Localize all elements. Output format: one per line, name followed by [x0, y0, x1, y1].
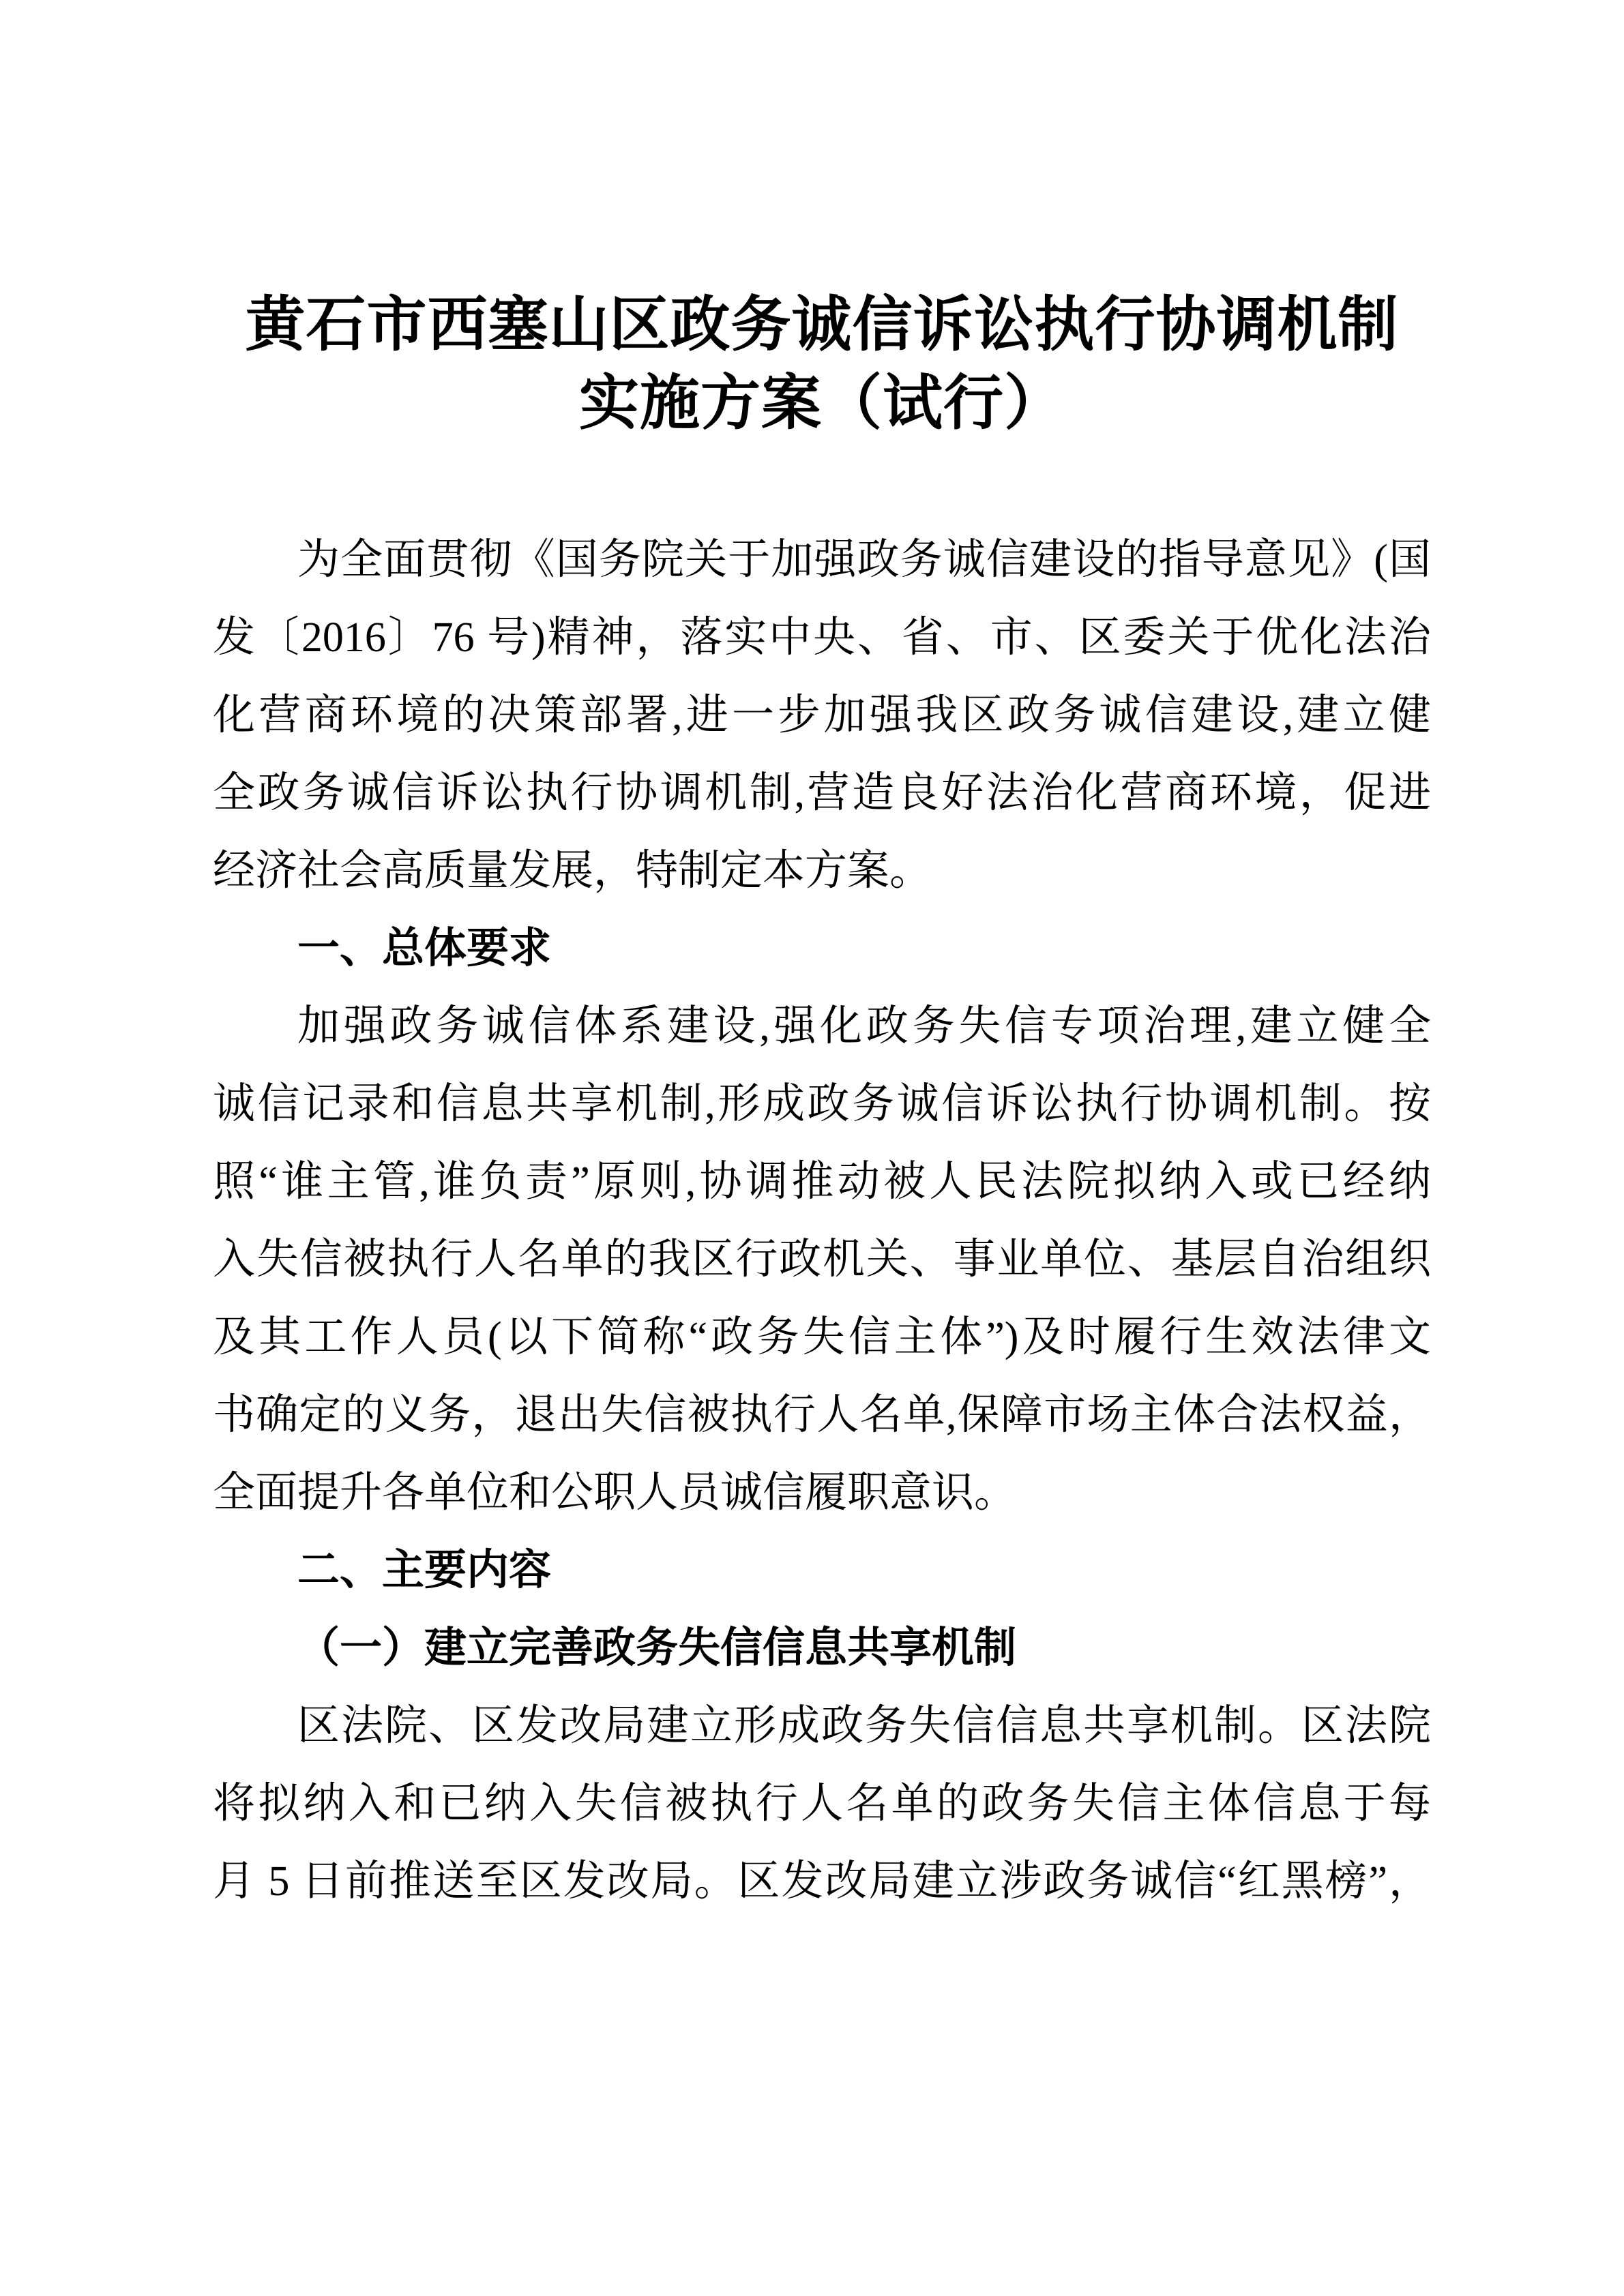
- paragraph-1-line-3: 化营商环境的决策部署,进一步加强我区政务诚信建设,建立健: [213, 692, 1431, 739]
- sub-heading-1: （一）建立完善政务失信信息共享机制: [297, 1625, 1017, 1671]
- paragraph-1-line-4: 全政务诚信诉讼执行协调机制,营造良好法治化营商环境，促进: [213, 770, 1431, 816]
- section-heading-1: 一、总体要求: [297, 925, 552, 972]
- paragraph-3-line-2: 将拟纳入和已纳入失信被执行人名单的政务失信主体信息于每: [213, 1780, 1431, 1827]
- title-line-2: 实施方案（试行）: [578, 369, 1065, 436]
- document-body: [213, 521, 1431, 1920]
- paragraph-2-line-6: 书确定的义务，退出失信被执行人名单,保障市场主体合法权益，: [213, 1392, 1431, 1438]
- document-title: [213, 285, 1431, 442]
- paragraph-2-line-1: 加强政务诚信体系建设,强化政务失信专项治理,建立健全: [297, 1003, 1431, 1049]
- section-heading-2: 二、主要内容: [297, 1547, 552, 1594]
- paragraph-2-line-2: 诚信记录和信息共享机制,形成政务诚信诉讼执行协调机制。按: [213, 1081, 1431, 1127]
- paragraph-3-line-3: 月 5 日前推送至区发改局。区发改局建立涉政务诚信“红黑榜”，: [213, 1858, 1431, 1905]
- paragraph-2-line-7: 全面提升各单位和公职人员诚信履职意识。: [213, 1470, 1017, 1516]
- paragraph-1-line-5: 经济社会高质量发展，特制定本方案。: [213, 848, 932, 894]
- paragraph-3-line-1: 区法院、区发改局建立形成政务失信信息共享机制。区法院: [297, 1703, 1431, 1749]
- title-line-1: 黄石市西塞山区政务诚信诉讼执行协调机制: [245, 290, 1399, 358]
- paragraph-2-line-5: 及其工作人员(以下简称“政务失信主体”)及时履行生效法律文: [213, 1314, 1431, 1360]
- paragraph-2-line-4: 入失信被执行人名单的我区行政机关、事业单位、基层自治组织: [213, 1236, 1431, 1283]
- paragraph-1-line-2: 发〔2016〕76 号)精神，落实中央、省、市、区委关于优化法治: [213, 614, 1431, 661]
- paragraph-2-line-3: 照“谁主管,谁负责”原则,协调推动被人民法院拟纳入或已经纳: [213, 1159, 1431, 1205]
- paragraph-1-line-1: 为全面贯彻《国务院关于加强政务诚信建设的指导意见》(国: [297, 537, 1431, 583]
- document-content: [213, 0, 1431, 1920]
